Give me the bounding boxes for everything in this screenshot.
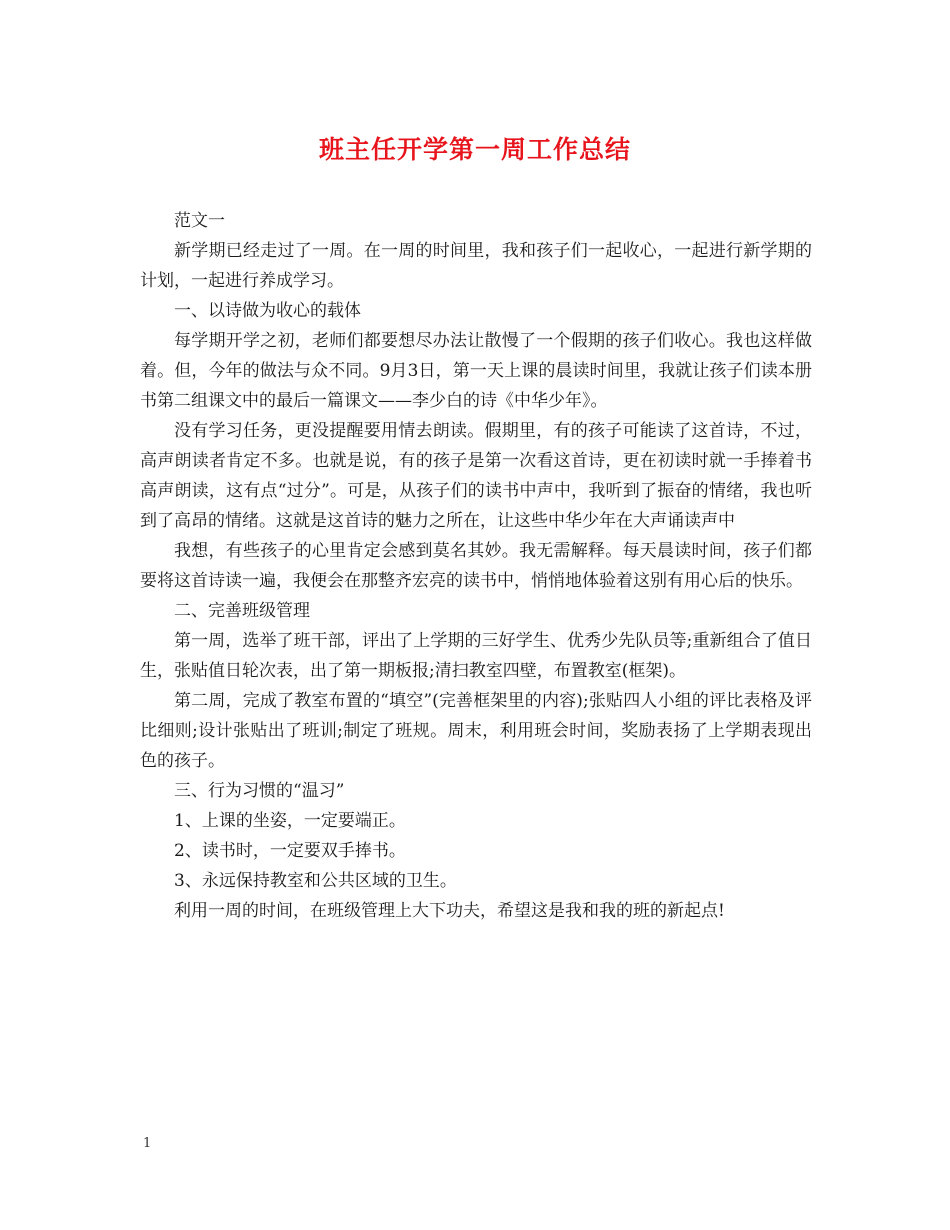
document-title: 班主任开学第一周工作总结	[318, 135, 631, 164]
paragraph-intro: 新学期已经走过了一周。在一周的时间里，我和孩子们一起收心，一起进行新学期的计划，一起进行养成学习。	[140, 241, 812, 291]
section-heading-1: 一、以诗做为收心的载体	[174, 301, 361, 321]
section-heading-3: 三、行为习惯的“温习”	[174, 781, 345, 801]
list-item-reading: 2、读书时，一定要双手捧书。	[174, 841, 406, 861]
page-number: 1	[143, 1136, 152, 1151]
list-item-hygiene: 3、永远保持教室和公共区域的卫生。	[174, 871, 457, 891]
document-body	[140, 206, 812, 926]
paragraph-poem-start: 每学期开学之初，老师们都要想尽办法让散慢了一个假期的孩子们收心。我也这样做着。但，今年的做法与众不同。9月3日，第一天上课的晨读时间里，我就让孩子们读本册书第二组课文中的最后一篇课文——李少白的诗《中华少年》。	[140, 331, 812, 411]
paragraph-week-one: 第一周，选举了班干部，评出了上学期的三好学生、优秀少先队员等;重新组合了值日生，张贴值日轮次表，出了第一期板报;清扫教室四壁，布置教室(框架)。	[140, 631, 812, 681]
paragraph-sample-label: 范文一	[174, 211, 225, 231]
paragraph-week-two: 第二周，完成了教室布置的“填空”(完善框架里的内容);张贴四人小组的评比表格及评比细则;设计张贴出了班训;制定了班规。周末，利用班会时间，奖励表扬了上学期表现出色的孩子。	[140, 691, 812, 771]
list-item-posture: 1、上课的坐姿，一定要端正。	[174, 811, 406, 831]
paragraph-reading: 没有学习任务，更没提醒要用情去朗读。假期里，有的孩子可能读了这首诗，不过，高声朗读者肯定不多。也就是说，有的孩子是第一次看这首诗，更在初读时就一手捧着书高声朗读，这有点“过分”。可是，从孩子们的读书中声中，我听到了振奋的情绪，我也听到了高昂的情绪。这就是这首诗的魅力之所在，让这些中华少年在大声诵读声中	[140, 421, 812, 531]
paragraph-conclusion: 利用一周的时间，在班级管理上大下功夫，希望这是我和我的班的新起点!	[174, 901, 725, 921]
paragraph-thoughts: 我想，有些孩子的心里肯定会感到莫名其妙。我无需解释。每天晨读时间，孩子们都要将这首诗读一遍，我便会在那整齐宏亮的读书中，悄悄地体验着这别有用心后的快乐。	[140, 541, 812, 591]
section-heading-2: 二、完善班级管理	[174, 601, 310, 621]
